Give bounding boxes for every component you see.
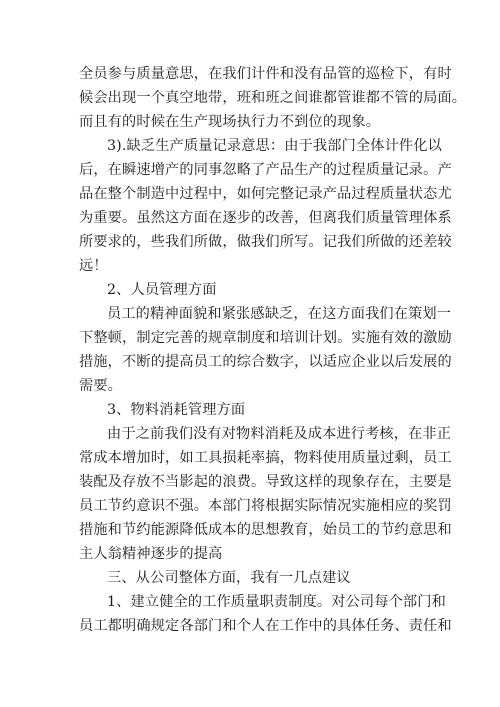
text-line: 需要。 [79,378,123,394]
text-line: 品在整个制造中过程中，如何完整记录产品过程质量状态尤 [79,186,452,202]
section-heading: 2、人员管理方面 [107,282,217,298]
text-line: 所要求的，些我们所做，做我们所写。记我们所做的还差较 [79,234,452,250]
text-line: 员工的精神面貌和紧张感缺乏，在这方面我们在策划一 [107,306,452,322]
section-heading: 3、物料消耗管理方面 [107,402,246,418]
text-line: 全员参与质量意思，在我们计件和没有品管的巡检下，有时 [79,66,452,82]
text-line: 措施，不断的提高员工的综合数字，以适应企业以后发展的 [79,354,452,370]
text-line: 由于之前我们没有对物料消耗及成本进行考核，在非正 [107,426,452,442]
text-line: 装配及存放不当影起的浪费。导致这样的现象存在，主要是 [79,474,452,490]
text-line: 下整顿，制定完善的规章制度和培训计划。实施有效的激励 [79,330,452,346]
text-line: 候会出现一个真空地带，班和班之间谁都管谁都不管的局面。 [79,90,467,106]
text-line: 远！ [79,258,108,274]
text-line: 员工都明确规定各部门和个人在工作中的具体任务、责任和 [79,618,452,634]
document-body [79,62,467,638]
text-line: 3).缺乏生产质量记录意思：由于我部门全体计件化以 [107,138,442,154]
text-line: 为重要。虽然这方面在逐步的改善，但离我们质量管理体系 [79,210,452,226]
section-heading: 三、从公司整体方面，我有一几点建议 [107,570,351,586]
text-line: 主人翁精神逐步的提高 [79,546,223,562]
text-line: 而且有的时候在生产现场执行力不到位的现象。 [79,114,381,130]
text-line: 后，在瞬速增产的同事忽略了产品生产的过程质量记录。产 [79,162,452,178]
text-line: 常成本增加时，如工具损耗率搞，物料使用质量过剩，员工 [79,450,452,466]
text-line: 措施和节约能源降低成本的思想教育，始员工的节约意思和 [79,522,452,538]
text-line: 员工节约意识不强。本部门将根据实际情况实施相应的奖罚 [79,498,452,514]
text-line: 1、建立健全的工作质量职责制度。对公司每个部门和 [107,594,446,610]
